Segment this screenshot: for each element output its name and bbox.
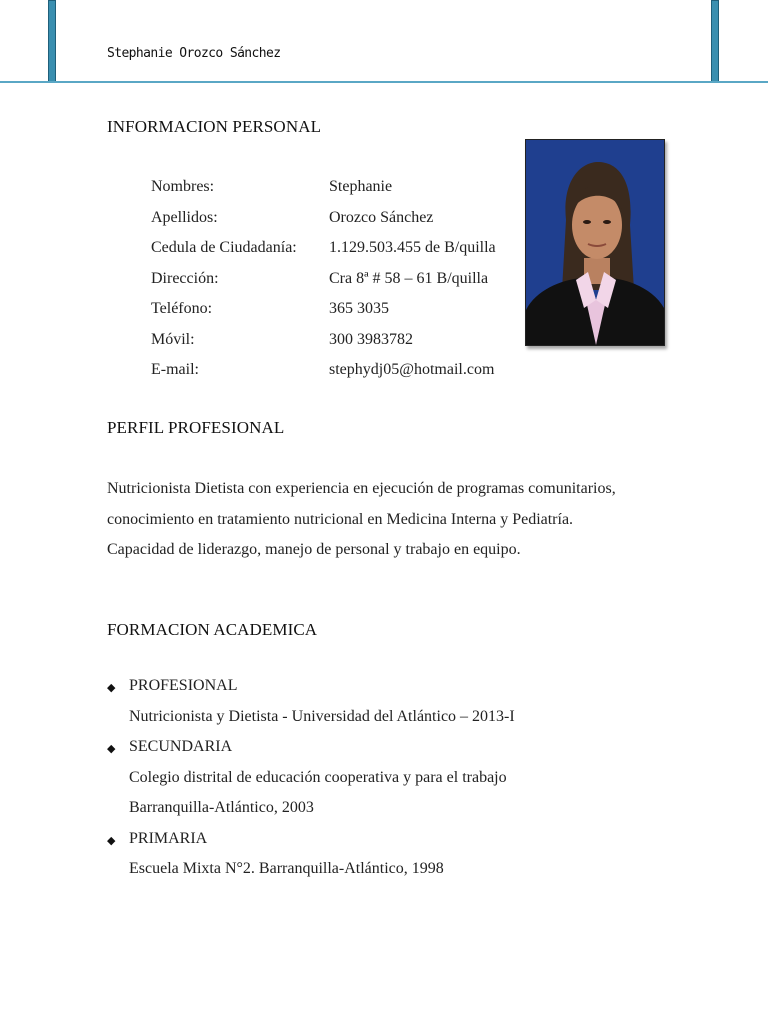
education-detail: Nutricionista y Dietista - Universidad del Atlántico – 2013-I bbox=[129, 707, 515, 725]
info-label: Móvil: bbox=[151, 330, 195, 348]
profile-line: conocimiento en tratamiento nutricional en Medicina Interna y Pediatría. bbox=[107, 510, 574, 528]
info-value: stephydj05@hotmail.com bbox=[329, 361, 495, 379]
info-label: Teléfono: bbox=[151, 300, 213, 318]
personal-info-table bbox=[151, 172, 496, 386]
section-title-profile: PERFIL PROFESIONAL bbox=[107, 418, 285, 437]
info-value: 1.129.503.455 de B/quilla bbox=[329, 239, 496, 257]
education-item-secundaria bbox=[107, 732, 707, 824]
info-value: Cra 8ª # 58 – 61 B/quilla bbox=[329, 269, 489, 287]
profile-line: Nutricionista Dietista con experiencia en ejecución de programas comunitarios, bbox=[107, 480, 616, 497]
education-detail: Barranquilla-Atlántico, 2003 bbox=[129, 799, 314, 816]
section-title-personal: INFORMACION PERSONAL bbox=[107, 117, 322, 136]
info-row-apellidos bbox=[151, 203, 496, 234]
diamond-bullet-icon: ◆ bbox=[107, 743, 116, 755]
info-row-direccion bbox=[151, 264, 496, 295]
info-row-email bbox=[151, 355, 496, 386]
info-row-telefono bbox=[151, 294, 496, 325]
education-heading: PRIMARIA bbox=[129, 829, 208, 847]
section-title-education: FORMACION ACADEMICA bbox=[107, 620, 318, 639]
education-detail: Escuela Mixta N°2. Barranquilla-Atlántico, 1998 bbox=[129, 860, 444, 877]
person-portrait-icon bbox=[526, 140, 664, 345]
education-detail: Colegio distrital de educación cooperativa y para el trabajo bbox=[129, 768, 507, 786]
education-heading: SECUNDARIA bbox=[129, 738, 233, 755]
header-name: Stephanie Orozco Sánchez bbox=[107, 46, 281, 61]
diamond-bullet-icon: ◆ bbox=[107, 834, 116, 847]
profile-line: Capacidad de liderazgo, manejo de personal y trabajo en equipo. bbox=[107, 541, 521, 558]
info-value: Orozco Sánchez bbox=[329, 208, 434, 226]
header-rule bbox=[0, 81, 768, 83]
info-value: 300 3983782 bbox=[329, 330, 413, 348]
diamond-bullet-icon: ◆ bbox=[107, 682, 116, 694]
education-item-profesional bbox=[107, 671, 707, 732]
education-heading: PROFESIONAL bbox=[129, 677, 238, 694]
info-label: Apellidos: bbox=[151, 208, 218, 226]
info-value: 365 3035 bbox=[329, 300, 389, 318]
info-label: Nombres: bbox=[151, 178, 215, 196]
info-row-nombres bbox=[151, 172, 496, 203]
education-list bbox=[107, 671, 707, 885]
header-right-bar bbox=[711, 0, 719, 82]
info-label: E-mail: bbox=[151, 361, 199, 379]
info-value: Stephanie bbox=[329, 178, 393, 196]
profile-photo bbox=[525, 139, 665, 346]
info-row-cedula bbox=[151, 233, 496, 264]
profile-paragraph bbox=[107, 474, 687, 566]
info-label: Dirección: bbox=[151, 269, 219, 287]
info-label: Cedula de Ciudadanía: bbox=[151, 239, 297, 257]
header-left-bar bbox=[48, 0, 56, 82]
education-item-primaria bbox=[107, 824, 707, 885]
info-row-movil bbox=[151, 325, 496, 356]
